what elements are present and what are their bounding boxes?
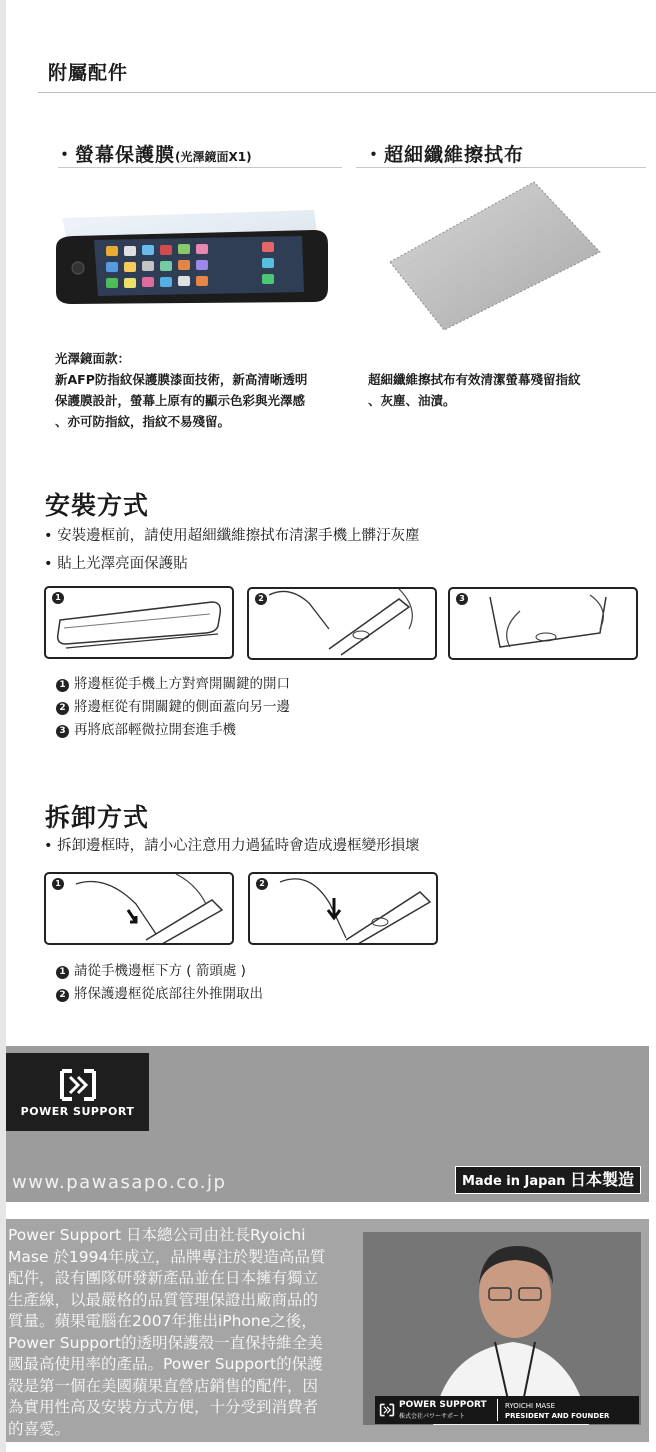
step-number: 1: [56, 679, 69, 692]
text-line: 的喜愛。: [8, 1419, 71, 1438]
text-line: 殼是第一個在美國蘋果直營店銷售的配件，因: [8, 1376, 319, 1395]
bullet-item: • 拆卸邊框時，請小心注意用力過猛時會造成邊框變形損壞: [44, 838, 420, 854]
caption-brand-jp: 株式会社パワーサポート: [399, 1413, 466, 1420]
bullet-item: • 貼上光澤亮面保護貼: [44, 556, 188, 572]
made-in-jp-text: 日本製造: [570, 1170, 635, 1189]
website-url[interactable]: www.pawasapo.co.jp: [12, 1172, 227, 1193]
step-item: [56, 673, 290, 696]
step-number: 2: [56, 702, 69, 715]
cloth-description: [368, 369, 581, 411]
step-badge: 2: [255, 593, 267, 605]
step-text: 請從手機邊框下方 ( 箭頭處 ): [74, 963, 246, 979]
text-line: 超細纖維擦拭布有效清潔螢幕殘留指紋: [368, 372, 581, 387]
cleaning-cloth-image: [384, 176, 604, 336]
logo-mark-icon: [58, 1067, 98, 1103]
text-line: 為實用性高及安裝方式方便，十分受到消費者: [8, 1398, 319, 1416]
screen-protector-image: [52, 196, 332, 316]
text-line: Mase 於1994年成立，品牌專注於製造高品質: [8, 1247, 326, 1266]
step-number: 2: [56, 989, 69, 1002]
remove-step-2-illustration: [248, 872, 438, 945]
step-text: 將保護邊框從底部往外推開取出: [74, 986, 263, 1002]
logo-text: POWER SUPPORT: [20, 1105, 135, 1118]
install-title: 安裝方式: [45, 491, 150, 520]
step-badge: 1: [52, 592, 64, 604]
text-line: Power Support的透明保護殼一直保持維全美: [8, 1333, 323, 1352]
remove-steps: [56, 960, 263, 1006]
text-line: 質量。蘋果電腦在2007年推出iPhone之後，: [8, 1312, 317, 1330]
text-line: 光澤鏡面款：: [55, 351, 131, 366]
caption-brand: POWER SUPPORT: [399, 1400, 487, 1410]
text-line: 生產線，以最嚴格的品質管理保證出廠商品的: [8, 1290, 319, 1309]
step-badge: 1: [52, 878, 64, 890]
step-text: 再將底部輕微拉開套進手機: [74, 722, 236, 738]
install-step-2-illustration: [247, 587, 437, 660]
protector-description: [55, 348, 307, 432]
logo-mark-icon: [379, 1402, 395, 1418]
step-item: [56, 983, 263, 1006]
company-bio: [8, 1225, 356, 1440]
text-line: 新AFP防指紋保護膜漆面技術，新高清晰透明: [55, 372, 308, 387]
remove-bullets: [44, 832, 420, 860]
divider: [497, 1399, 498, 1421]
step-item: [56, 960, 263, 983]
photo-caption: [375, 1396, 639, 1424]
caption-role: PRESIDENT AND FOUNDER: [505, 1412, 610, 1420]
step-number: 1: [56, 966, 69, 979]
step-badge: 3: [456, 593, 468, 605]
text-line: 配件，設有團隊研發新產品並在日本擁有獨立: [8, 1269, 319, 1287]
install-bullets: [44, 522, 420, 578]
made-in-text: Made in Japan: [461, 1174, 566, 1189]
install-steps: [56, 673, 290, 742]
text-line: 保護膜設計，螢幕上原有的顯示色彩與光澤感: [55, 393, 306, 408]
made-in-japan-badge: [455, 1166, 641, 1194]
text-line: Power Support 日本總公司由社長Ryoichi: [8, 1226, 306, 1244]
remove-title: 拆卸方式: [45, 803, 150, 832]
install-step-1-illustration: [44, 586, 234, 659]
install-step-3-illustration: [448, 587, 638, 660]
step-item: [56, 696, 290, 719]
protector-heading: [55, 140, 252, 167]
protector-heading-note: (光澤鏡面X1): [175, 150, 252, 164]
power-support-logo: [6, 1053, 149, 1131]
step-text: 將邊框從手機上方對齊開關鍵的開口: [74, 676, 290, 692]
step-number: 3: [56, 725, 69, 738]
divider: [58, 167, 342, 168]
accessories-title: 附屬配件: [48, 62, 129, 84]
divider: [38, 92, 656, 93]
cloth-heading: ・超細纖維擦拭布: [364, 144, 525, 166]
protector-heading-text: ・螢幕保護膜: [55, 144, 176, 166]
text-line: 、亦可防指紋，指紋不易殘留。: [55, 414, 231, 429]
text-line: 、灰塵、油漬。: [368, 393, 456, 408]
caption-name: RYOICHI MASE: [505, 1402, 556, 1410]
divider: [356, 167, 646, 168]
bullet-item: • 安裝邊框前，請使用超細纖維擦拭布清潔手機上髒汙灰塵: [44, 528, 420, 544]
step-text: 將邊框從有開關鍵的側面蓋向另一邊: [74, 699, 290, 715]
remove-step-1-illustration: [44, 872, 234, 945]
text-line: 國最高使用率的產品。Power Support的保護: [8, 1355, 323, 1373]
step-item: [56, 719, 290, 742]
step-badge: 2: [256, 878, 268, 890]
